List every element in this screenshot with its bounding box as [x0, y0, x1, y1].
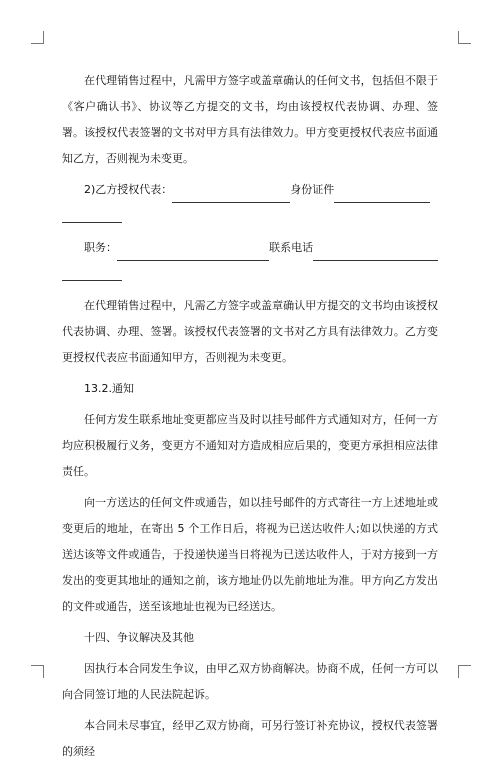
representative-label: 2)乙方授权代表：: [84, 183, 173, 196]
document-body: [62, 68, 438, 770]
paragraph-delivery-rules: 向一方送达的任何文件或通告，如以挂号邮件的方式寄往一方上述地址或变更后的地址，在寄出 5 个工作日后，将视为已送达收件人;如以快递的方式送达该等文件或通告，于投递快递当日将视为已送达收件人，于对方接到一方发出的变更其地址的通知之前，该方地址仍以先前地址为准。甲方向乙方发出的文件或通告，送至该地址也视为已经送达。: [62, 496, 438, 613]
phone-blank: [313, 245, 438, 261]
position-phone-line: [62, 235, 438, 261]
paragraph-address-change: 任何方发生联系地址变更都应当及时以挂号邮件方式通知对方，任何一方均应积极履行义务，变更方不通知对方造成相应后果的，变更方承担相应法律责任。: [62, 413, 438, 478]
position-blank: [117, 245, 269, 261]
paragraph-dispute-resolution: 因执行本合同发生争议，由甲乙双方协商解决。协商不成，任何一方可以向合同签订地的人民法院起诉。: [62, 662, 438, 701]
position-label: 职务：: [84, 241, 117, 254]
party-b-representative-line: [62, 177, 438, 203]
id-document-blank-continued: [62, 208, 122, 223]
corner-crop-mark: [458, 665, 471, 678]
section-heading-dispute: 十四、争议解决及其他: [84, 631, 194, 644]
section-heading-notice: 13.2.通知: [84, 382, 134, 395]
corner-crop-mark: [31, 665, 44, 678]
id-document-blank: [334, 187, 430, 203]
representative-blank: [172, 187, 290, 203]
phone-label: 联系电话: [269, 241, 314, 254]
id-document-label: 身份证件: [290, 183, 335, 196]
corner-crop-mark: [31, 31, 44, 44]
phone-blank-continued: [62, 266, 122, 281]
paragraph-supplementary-agreement: 本合同未尽事宜，经甲乙双方协商，可另行签订补充协议，授权代表签署的须经: [62, 719, 438, 758]
paragraph-party-b-representative: 在代理销售过程中，凡需乙方签字或盖章确认甲方提交的文书均由该授权代表协调、办理、签署。该授权代表签署的文书对乙方具有法律效力。乙方变更授权代表应书面通知甲方，否则视为未变更。: [62, 299, 438, 364]
paragraph-party-a-representative: 在代理销售过程中，凡需甲方签字或盖章确认的任何文书，包括但不限于《客户确认书》、协议等乙方提交的文书，均由该授权代表协调、办理、签署。该授权代表签署的文书对甲方具有法律效力。甲方变更授权代表应书面通知乙方，否则视为未变更。: [62, 74, 438, 165]
corner-crop-mark: [458, 31, 471, 44]
